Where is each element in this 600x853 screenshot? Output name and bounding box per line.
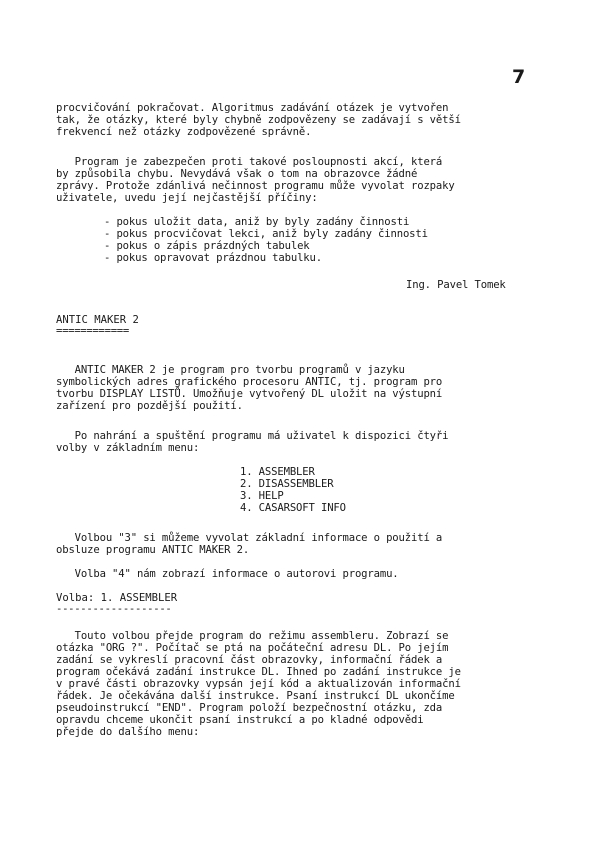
list-item: - pokus opravovat prázdnou tabulku. xyxy=(104,252,322,264)
text-line: otázka "ORG ?". Počítač se ptá na počáteční adresu DL. Po jejím xyxy=(56,642,449,654)
author-signature: Ing. Pavel Tomek xyxy=(406,279,506,291)
list-item: - pokus o zápis prázdných tabulek xyxy=(104,240,310,252)
list-item: - pokus procvičovat lekci, aniž byly zadány činnosti xyxy=(104,228,428,240)
text-line: Program je zabezpečen proti takové posloupnosti akcí, která xyxy=(56,156,443,168)
menu-option: 3. HELP xyxy=(240,490,284,502)
menu-option: 1. ASSEMBLER xyxy=(240,466,315,478)
section-underline: ============ xyxy=(56,325,129,337)
section-title: ANTIC MAKER 2 xyxy=(56,314,139,326)
text-line: Volbou "3" si můžeme vyvolat základní informace o použití a xyxy=(56,532,443,544)
text-line: Volba "4" nám zobrazí informace o autorovi programu. xyxy=(56,568,399,580)
text-line: přejde do dalšího menu: xyxy=(56,726,200,738)
text-line: program očekává zadání instrukce DL. Ihned po zadání instrukce je xyxy=(56,666,461,678)
text-line: Touto volbou přejde program do režimu assembleru. Zobrazí se xyxy=(56,630,449,642)
text-line: frekvencí než otázky zodpovězené správně. xyxy=(56,126,312,138)
text-line: procvičování pokračovat. Algoritmus zadávání otázek je vytvořen xyxy=(56,102,449,114)
text-line: uživatele, uvedu její nejčastější příčiny: xyxy=(56,192,318,204)
menu-option: 4. CASARSOFT INFO xyxy=(240,502,346,514)
text-line: zadání se vykreslí pracovní část obrazovky, informační řádek a xyxy=(56,654,443,666)
text-line: řádek. Je očekávána další instrukce. Psaní instrukcí DL ukončíme xyxy=(56,690,455,702)
list-item: - pokus uložit data, aniž by byly zadány činnosti xyxy=(104,216,410,228)
text-line: by způsobila chybu. Nevydává však o tom na obrazovce žádné xyxy=(56,168,418,180)
text-line: obsluze programu ANTIC MAKER 2. xyxy=(56,544,250,556)
menu-option: 2. DISASSEMBLER xyxy=(240,478,334,490)
section-title: Volba: 1. ASSEMBLER xyxy=(56,592,178,604)
text-line: v pravé části obrazovky vypsán její kód a aktualizován informační xyxy=(56,678,461,690)
text-line: ANTIC MAKER 2 je program pro tvorbu programů v jazyku xyxy=(56,364,405,376)
text-line: volby v základním menu: xyxy=(56,442,200,454)
text-line: tak, že otázky, které byly chybně zodpovězeny se zadávají s větší xyxy=(56,114,461,126)
text-line: opravdu chceme ukončit psaní instrukcí a po kladné odpovědi xyxy=(56,714,424,726)
text-line: zařízení pro pozdější použití. xyxy=(56,400,243,412)
page-number: 7 xyxy=(512,66,526,88)
text-line: zprávy. Protože zdánlivá nečinnost programu může vyvolat rozpaky xyxy=(56,180,455,192)
text-line: tvorbu DISPLAY LISTŮ. Umožňuje vytvořený DL uložit na výstupní xyxy=(56,388,443,400)
text-line: Po nahrání a spuštění programu má uživatel k dispozici čtyři xyxy=(56,430,449,442)
section-underline: ------------------- xyxy=(56,603,172,615)
text-line: pseudoinstrukcí "END". Program položí bezpečnostní otázku, zda xyxy=(56,702,443,714)
text-line: symbolických adres grafického procesoru ANTIC, tj. program pro xyxy=(56,376,443,388)
